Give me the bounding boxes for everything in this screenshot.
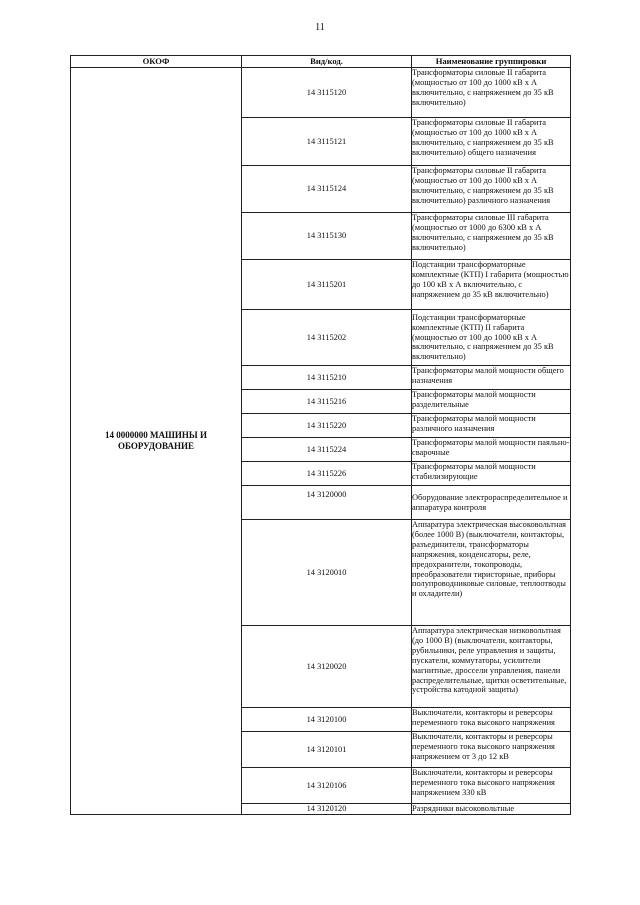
row-name: Трансформаторы силовые II габарита (мощностью от 100 до 1000 кВ х А включительно, с напряжением до 35 кВ включительно) различного назначения <box>412 166 571 213</box>
row-name: Аппаратура электрическая низковольтная (до 1000 В) (выключатели, контакторы, рубильники, реле управления и защиты, пускатели, коммутаторы, усилители магнитные, дроссели управления, панели распределительные, щитки осветительные, устройства катодной защиты) <box>412 626 571 708</box>
row-name: Трансформаторы силовые II габарита (мощностью от 100 до 1000 кВ х А включительно, с напряжением до 35 кВ включительно) <box>412 68 571 118</box>
row-code: 14 3120120 <box>242 804 412 815</box>
row-code: 14 3120020 <box>242 626 412 708</box>
table-body <box>71 68 571 815</box>
row-name: Трансформаторы малой мощности различного назначения <box>412 414 571 438</box>
table-row <box>71 68 571 118</box>
row-code: 14 3115216 <box>242 390 412 414</box>
row-code: 14 3120100 <box>242 708 412 732</box>
row-name: Выключатели, контакторы и реверсоры переменного тока высокого напряжения напряжением 330 кВ <box>412 768 571 804</box>
row-code: 14 3115130 <box>242 213 412 260</box>
okof-group-cell: 14 0000000 МАШИНЫ И ОБОРУДОВАНИЕ <box>71 68 242 815</box>
row-name: Разрядники высоковольтные <box>412 804 571 815</box>
table-header-row <box>71 56 571 68</box>
okof-table <box>70 55 571 815</box>
row-name: Выключатели, контакторы и реверсоры переменного тока высокого напряжения напряжением от 3 до 12 кВ <box>412 732 571 768</box>
row-code: 14 3115120 <box>242 68 412 118</box>
row-code: 14 3115124 <box>242 166 412 213</box>
page-number: 11 <box>315 22 325 33</box>
row-code: 14 3120101 <box>242 732 412 768</box>
row-name: Трансформаторы силовые III габарита (мощностью от 1000 до 6300 кВ х А включительно, с напряжением до 35 кВ включительно) <box>412 213 571 260</box>
row-code: 14 3115210 <box>242 366 412 390</box>
row-code: 14 3115226 <box>242 462 412 486</box>
row-name: Трансформаторы малой мощности паяльно-сварочные <box>412 438 571 462</box>
row-name: Трансформаторы малой мощности разделительные <box>412 390 571 414</box>
row-code: 14 3115224 <box>242 438 412 462</box>
row-name: Оборудование электрораспределительное и аппаратура контроля <box>412 486 571 520</box>
row-code: 14 3120010 <box>242 520 412 626</box>
row-code: 14 3115220 <box>242 414 412 438</box>
row-code: 14 3120000 <box>242 486 412 520</box>
row-name: Выключатели, контакторы и реверсоры переменного тока высокого напряжения <box>412 708 571 732</box>
row-name: Подстанции трансформаторные комплектные (КТП) II габарита (мощностью от 100 до 1000 кВ х А включительно, с напряжением до 35 кВ включительно) <box>412 310 571 366</box>
header-name: Наименование группировки <box>412 56 571 68</box>
header-code: Вид/код. <box>242 56 412 68</box>
row-name: Аппаратура электрическая высоковольтная (более 1000 В) (выключатели, контакторы, разъединители, трансформаторы напряжения, конденсаторы, реле, предохранители, токопроводы, преобразователи тиристорные, приборы полупроводниковые силовые, теплоотводы и охладители) <box>412 520 571 626</box>
header-okof: ОКОФ <box>71 56 242 68</box>
row-code: 14 3115201 <box>242 260 412 310</box>
row-name: Трансформаторы малой мощности стабилизирующие <box>412 462 571 486</box>
row-name: Подстанции трансформаторные комплектные (КТП) I габарита (мощностью до 100 кВ х А включительно, с напряжением до 35 кВ включительно) <box>412 260 571 310</box>
row-name: Трансформаторы силовые II габарита (мощностью от 100 до 1000 кВ х А включительно, с напряжением до 35 кВ включительно) общего назначения <box>412 118 571 166</box>
row-code: 14 3120106 <box>242 768 412 804</box>
row-code: 14 3115202 <box>242 310 412 366</box>
row-code: 14 3115121 <box>242 118 412 166</box>
row-name: Трансформаторы малой мощности общего назначения <box>412 366 571 390</box>
